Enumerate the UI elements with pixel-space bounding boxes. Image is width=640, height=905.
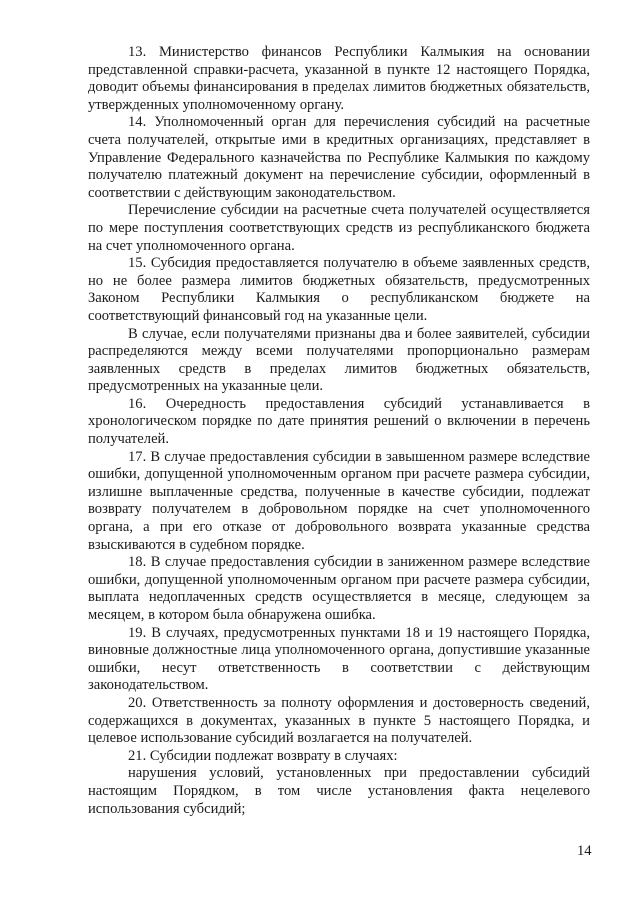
paragraph-transfer: Перечисление субсидии на расчетные счета получателей осуществляется по мере поступления соответствующих средств из республиканского бюджета на счет уполномоченного органа. [88,202,590,254]
paragraph-14: 14. Уполномоченный орган для перечисления субсидий на расчетные счета получателей, открытые ими в кредитных организациях, представляет в Управление Федерального казначейства по Республике Калмыкия по каждому получателю платежный документ на перечисление субсидии, оформленный в соответствии с действующим законодательством. [88,114,590,201]
paragraph-multiple-recipients: В случае, если получателями признаны два и более заявителей, субсидии распределяются между всеми получателями пропорционально размерам заявленных средств в пределах лимитов бюджетных обязательств, предусмотренных на указанные цели. [88,325,590,395]
paragraph-17: 17. В случае предоставления субсидии в завышенном размере вследствие ошибки, допущенной уполномоченным органом при расчете размера субсидии, излишне выплаченные средства, полученные в качестве субсидии, подлежат возврату получателем в добровольном порядке на счет уполномоченного органа, а при его отказе от добровольного возврата указанные средства взыскиваются в судебном порядке. [88,448,590,553]
page-number: 14 [577,843,592,859]
paragraph-19: 19. В случаях, предусмотренных пунктами 18 и 19 настоящего Порядка, виновные должностные лица уполномоченного органа, допустившие указанные ошибки, несут ответственность в соответствии с действующим законодательством. [88,624,590,694]
paragraph-16: 16. Очередность предоставления субсидий устанавливается в хронологическом порядке по дате принятия решений о включении в перечень получателей. [88,395,590,448]
paragraph-15: 15. Субсидия предоставляется получателю в объеме заявленных средств, но не более размера лимитов бюджетных обязательств, предусмотренных Законом Республики Калмыкия о республиканском бюджете на соответствующий финансовый год на указанные цели. [88,255,590,324]
paragraph-13: 13. Министерство финансов Республики Калмыкия на основании представленной справки-расчета, указанной в пункте 12 настоящего Порядка, доводит объемы финансирования в пределах лимитов бюджетных обязательств, утвержденных уполномоченному органу. [88,44,590,113]
paragraph-18: 18. В случае предоставления субсидии в заниженном размере вследствие ошибки, допущенной уполномоченным органом при расчете размера субсидии, выплата недоплаченных средств осуществляется в месяце, следующем за месяцем, в котором была обнаружена ошибка. [88,554,590,623]
paragraph-21-item-violation: нарушения условий, установленных при предоставлении субсидий настоящим Порядком, в том числе установления факта нецелевого использования субсидий; [88,765,590,817]
paragraph-21: 21. Субсидии подлежат возврату в случаях: [128,747,398,764]
paragraph-20: 20. Ответственность за полноту оформления и достоверность сведений, содержащихся в документах, указанных в пункте 5 настоящего Порядка, и целевое использование субсидий возлагается на получателей. [88,694,590,747]
document-page [88,44,590,818]
